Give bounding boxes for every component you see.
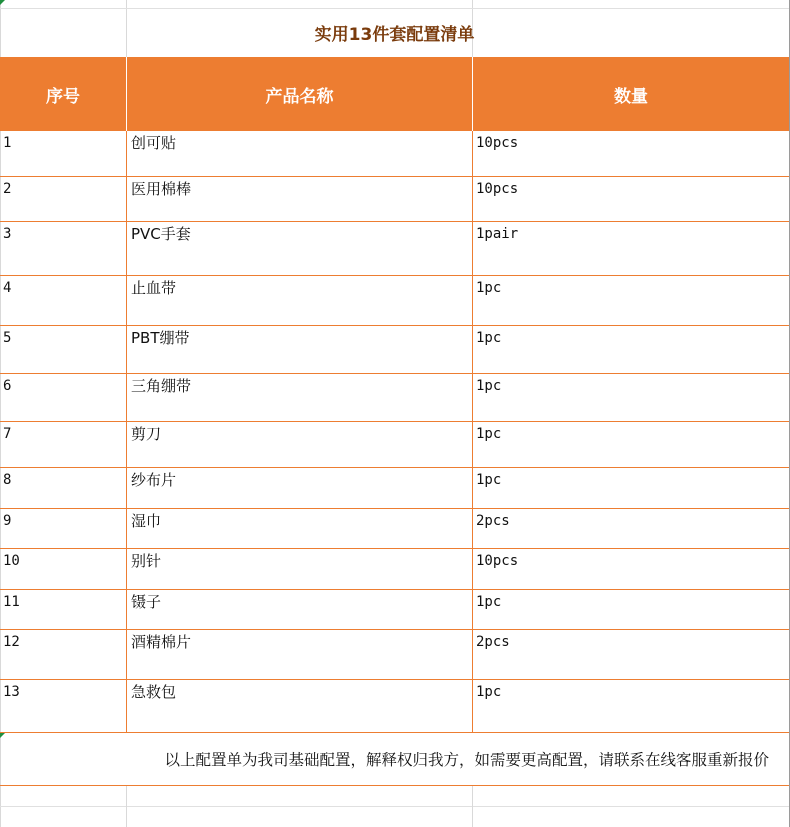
table-row (0, 326, 789, 374)
row-product-name: 医用棉棒 (131, 180, 192, 198)
row-quantity: 10pcs (476, 181, 519, 197)
table-row (0, 177, 789, 222)
row-product-name: PVC手套 (131, 225, 191, 243)
table-row (0, 131, 789, 177)
table-header (0, 57, 789, 131)
row-product-name: 急救包 (131, 683, 177, 701)
table-row (0, 422, 789, 468)
row-quantity: 1pc (476, 472, 502, 488)
row-product-name: 止血带 (131, 279, 177, 297)
table-row (0, 222, 789, 276)
row-index: 5 (3, 330, 12, 346)
row-index: 12 (3, 634, 20, 650)
table-row (0, 549, 789, 590)
grid-line (126, 786, 127, 827)
row-product-name: 别针 (131, 552, 162, 570)
table-row (0, 680, 789, 732)
header-quantity: 数量 (614, 86, 648, 107)
row-index: 4 (3, 280, 12, 296)
row-product-name: 剪刀 (131, 425, 162, 443)
table-row (0, 509, 789, 549)
row-index: 7 (3, 426, 12, 442)
row-quantity: 10pcs (476, 553, 519, 569)
row-index: 1 (3, 135, 12, 151)
cell-comment-marker (0, 0, 5, 5)
table-title: 实用13件套配置清单 (314, 25, 475, 45)
row-product-name: 镊子 (131, 593, 162, 611)
row-index: 8 (3, 472, 12, 488)
header-index: 序号 (46, 86, 80, 107)
row-index: 6 (3, 378, 12, 394)
table-row (0, 630, 789, 680)
row-product-name: PBT绷带 (131, 329, 190, 347)
row-index: 3 (3, 226, 12, 242)
row-quantity: 2pcs (476, 634, 510, 650)
row-quantity: 10pcs (476, 135, 519, 151)
table-row (0, 276, 789, 326)
row-product-name: 纱布片 (131, 471, 177, 489)
row-quantity: 1pc (476, 330, 502, 346)
row-quantity: 2pcs (476, 513, 510, 529)
row-product-name: 创可贴 (131, 134, 177, 152)
row-product-name: 三角绷带 (131, 377, 192, 395)
row-index: 9 (3, 513, 12, 529)
row-index: 11 (3, 594, 20, 610)
row-product-name: 湿巾 (131, 512, 162, 530)
note-bottom-border (0, 785, 789, 786)
grid-line (0, 806, 789, 807)
table-row (0, 468, 789, 509)
row-index: 10 (3, 553, 20, 569)
table-row (0, 590, 789, 630)
footnote: 以上配置单为我司基础配置，解释权归我方，如需要更高配置，请联系在线客服重新报价 (164, 751, 769, 769)
row-product-name: 酒精棉片 (131, 633, 192, 651)
header-product-name: 产品名称 (265, 86, 334, 107)
row-quantity: 1pc (476, 280, 502, 296)
row-index: 13 (3, 684, 20, 700)
grid-line (472, 786, 473, 827)
row-quantity: 1pc (476, 594, 502, 610)
row-quantity: 1pc (476, 426, 502, 442)
row-quantity: 1pc (476, 684, 502, 700)
row-quantity: 1pc (476, 378, 502, 394)
row-index: 2 (3, 181, 12, 197)
row-quantity: 1pair (476, 226, 519, 242)
table-row (0, 374, 789, 422)
